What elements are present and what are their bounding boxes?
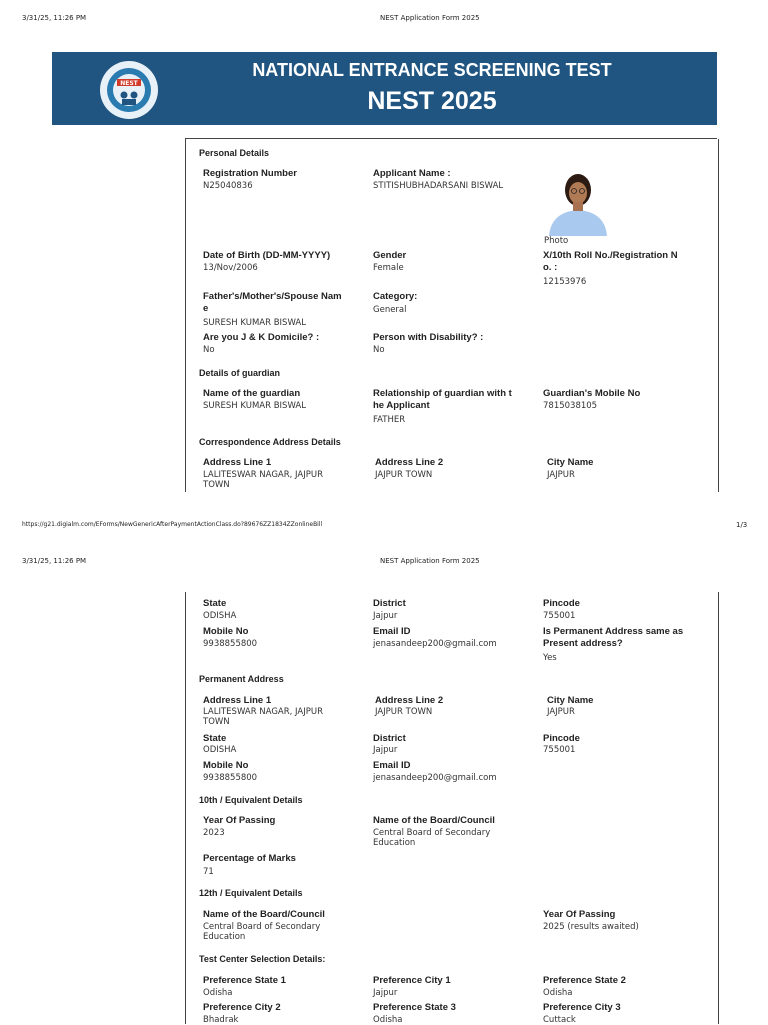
corr-email-value: jenasandeep200@gmail.com	[373, 639, 497, 649]
same-address-label	[543, 626, 693, 650]
pref-state2-value: Odisha	[543, 988, 573, 998]
applicant-name-value: STITISHUBHADARSANI BISWAL	[373, 181, 504, 191]
pref-city3-value: Cuttack	[543, 1015, 576, 1025]
disability-value: No	[373, 345, 385, 355]
applicant-name-label: Applicant Name :	[373, 168, 451, 179]
print-doc-title-page2: NEST Application Form 2025	[380, 557, 480, 565]
reg-number-value: N25040836	[203, 181, 253, 191]
gender-value: Female	[373, 263, 404, 273]
banner-title: NATIONAL ENTRANCE SCREENING TEST	[252, 60, 612, 80]
pref-city2-label: Preference City 2	[203, 1002, 281, 1013]
reg-number-label: Registration Number	[203, 168, 297, 179]
tenth-percentage-value: 71	[203, 867, 214, 877]
applicant-photo	[545, 166, 611, 236]
perm-pincode-value: 755001	[543, 745, 576, 755]
jk-domicile-value: No	[203, 345, 215, 355]
print-footer-url: https://g21.digialm.com/EForms/NewGenericAfterPaymentActionClass.do?89676ZZ1834ZZonlineBill	[22, 521, 323, 528]
guardian-name-value: SURESH KUMAR BISWAL	[203, 401, 306, 411]
corr-address2-value: JAJPUR TOWN	[375, 470, 433, 480]
guardian-relationship-label-line1: Relationship of guardian with t	[373, 388, 512, 399]
perm-city-value: JAJPUR	[547, 707, 575, 717]
perm-address2-label: Address Line 2	[375, 695, 444, 706]
twelfth-year-value: 2025 (results awaited)	[543, 922, 639, 932]
corr-district-value: Jajpur	[373, 611, 398, 621]
roll-number-value: 12153976	[543, 277, 587, 287]
nest-logo	[99, 60, 159, 120]
perm-mobile-label: Mobile No	[203, 760, 249, 771]
disability-label: Person with Disability? :	[373, 332, 484, 343]
corr-district-label: District	[373, 598, 406, 609]
tenth-board-line1: Central Board of Secondary	[373, 828, 491, 838]
twelfth-board-line1: Central Board of Secondary	[203, 922, 321, 932]
corr-city-label: City Name	[547, 457, 594, 468]
tenth-board-label: Name of the Board/Council	[373, 815, 495, 826]
guardian-mobile-value: 7815038105	[543, 401, 598, 411]
perm-district-value: Jajpur	[373, 745, 398, 755]
parent-name-label	[203, 291, 363, 315]
corr-address2-label: Address Line 2	[375, 457, 444, 468]
perm-pincode-label: Pincode	[543, 733, 580, 744]
corr-address1-line2: TOWN	[203, 480, 230, 490]
page-break-mask	[180, 492, 740, 522]
same-address-value: Yes	[543, 653, 557, 663]
corr-address1-value	[203, 470, 363, 490]
gender-label: Gender	[373, 250, 407, 261]
section-tenth: 10th / Equivalent Details	[199, 795, 303, 805]
parent-name-value: SURESH KUMAR BISWAL	[203, 318, 306, 328]
parent-name-label-line2: e	[203, 303, 209, 314]
print-datetime-page2: 3/31/25, 11:26 PM	[22, 557, 87, 565]
corr-state-label: State	[203, 598, 227, 609]
perm-address1-line1: LALITESWAR NAGAR, JAJPUR	[203, 707, 323, 717]
section-correspondence: Correspondence Address Details	[199, 437, 341, 447]
print-doc-title: NEST Application Form 2025	[380, 14, 480, 22]
print-datetime: 3/31/25, 11:26 PM	[22, 14, 87, 22]
corr-state-value: ODISHA	[203, 611, 237, 621]
jk-domicile-label: Are you J & K Domicile? :	[203, 332, 320, 343]
perm-address1-label: Address Line 1	[203, 695, 272, 706]
section-personal-details: Personal Details	[199, 148, 270, 158]
pref-state2-label: Preference State 2	[543, 975, 626, 986]
perm-state-label: State	[203, 733, 227, 744]
corr-pincode-value: 755001	[543, 611, 576, 621]
twelfth-board-line2: Education	[203, 932, 246, 942]
logo-center-text: NEST	[120, 80, 138, 87]
pref-state3-value: Odisha	[373, 1015, 403, 1025]
twelfth-board-label: Name of the Board/Council	[203, 909, 325, 920]
perm-email-value: jenasandeep200@gmail.com	[373, 773, 497, 783]
perm-address2-value: JAJPUR TOWN	[375, 707, 433, 717]
perm-district-label: District	[373, 733, 406, 744]
perm-address1-value	[203, 707, 363, 727]
corr-mobile-label: Mobile No	[203, 626, 249, 637]
tenth-board-value	[373, 828, 533, 848]
twelfth-year-label: Year Of Passing	[543, 909, 616, 920]
category-value: General	[373, 305, 407, 315]
section-guardian: Details of guardian	[199, 368, 281, 378]
corr-mobile-value: 9938855800	[203, 639, 258, 649]
print-footer-page: 1/3	[736, 521, 748, 529]
parent-name-label-line1: Father's/Mother's/Spouse Nam	[203, 291, 342, 302]
section-permanent-address: Permanent Address	[199, 674, 284, 684]
guardian-mobile-label: Guardian's Mobile No	[543, 388, 641, 399]
dob-value: 13/Nov/2006	[203, 263, 258, 273]
pref-city3-label: Preference City 3	[543, 1002, 621, 1013]
pref-city1-label: Preference City 1	[373, 975, 451, 986]
pref-city2-value: Bhadrak	[203, 1015, 239, 1025]
section-test-center: Test Center Selection Details:	[199, 954, 326, 964]
corr-city-value: JAJPUR	[547, 470, 575, 480]
corr-address1-label: Address Line 1	[203, 457, 272, 468]
dob-label: Date of Birth (DD-MM-YYYY)	[203, 250, 331, 261]
corr-pincode-label: Pincode	[543, 598, 580, 609]
pref-state1-value: Odisha	[203, 988, 233, 998]
roll-number-label	[543, 250, 693, 274]
header-banner	[52, 52, 717, 125]
same-address-label-line1: Is Permanent Address same as	[543, 626, 684, 637]
guardian-name-label: Name of the guardian	[203, 388, 301, 399]
roll-number-label-line2: o. :	[543, 262, 558, 273]
pref-state3-label: Preference State 3	[373, 1002, 456, 1013]
corr-address1-line1: LALITESWAR NAGAR, JAJPUR	[203, 470, 323, 480]
pref-state1-label: Preference State 1	[203, 975, 286, 986]
twelfth-board-value	[203, 922, 363, 942]
perm-mobile-value: 9938855800	[203, 773, 258, 783]
roll-number-label-line1: X/10th Roll No./Registration N	[543, 250, 678, 261]
photo-caption: Photo	[544, 236, 569, 246]
same-address-label-line2: Present address?	[543, 638, 623, 649]
tenth-board-line2: Education	[373, 838, 416, 848]
tenth-year-label: Year Of Passing	[203, 815, 276, 826]
guardian-relationship-label-line2: he Applicant	[373, 400, 430, 411]
tenth-year-value: 2023	[203, 828, 225, 838]
perm-address1-line2: TOWN	[203, 717, 230, 727]
tenth-percentage-label: Percentage of Marks	[203, 853, 296, 864]
category-label: Category:	[373, 291, 418, 302]
corr-email-label: Email ID	[373, 626, 411, 637]
perm-email-label: Email ID	[373, 760, 411, 771]
guardian-relationship-value: FATHER	[373, 415, 406, 425]
banner-subtitle: NEST 2025	[367, 87, 497, 115]
perm-city-label: City Name	[547, 695, 594, 706]
guardian-relationship-label	[373, 388, 533, 412]
section-twelfth: 12th / Equivalent Details	[199, 888, 303, 898]
perm-state-value: ODISHA	[203, 745, 237, 755]
pref-city1-value: Jajpur	[373, 988, 398, 998]
